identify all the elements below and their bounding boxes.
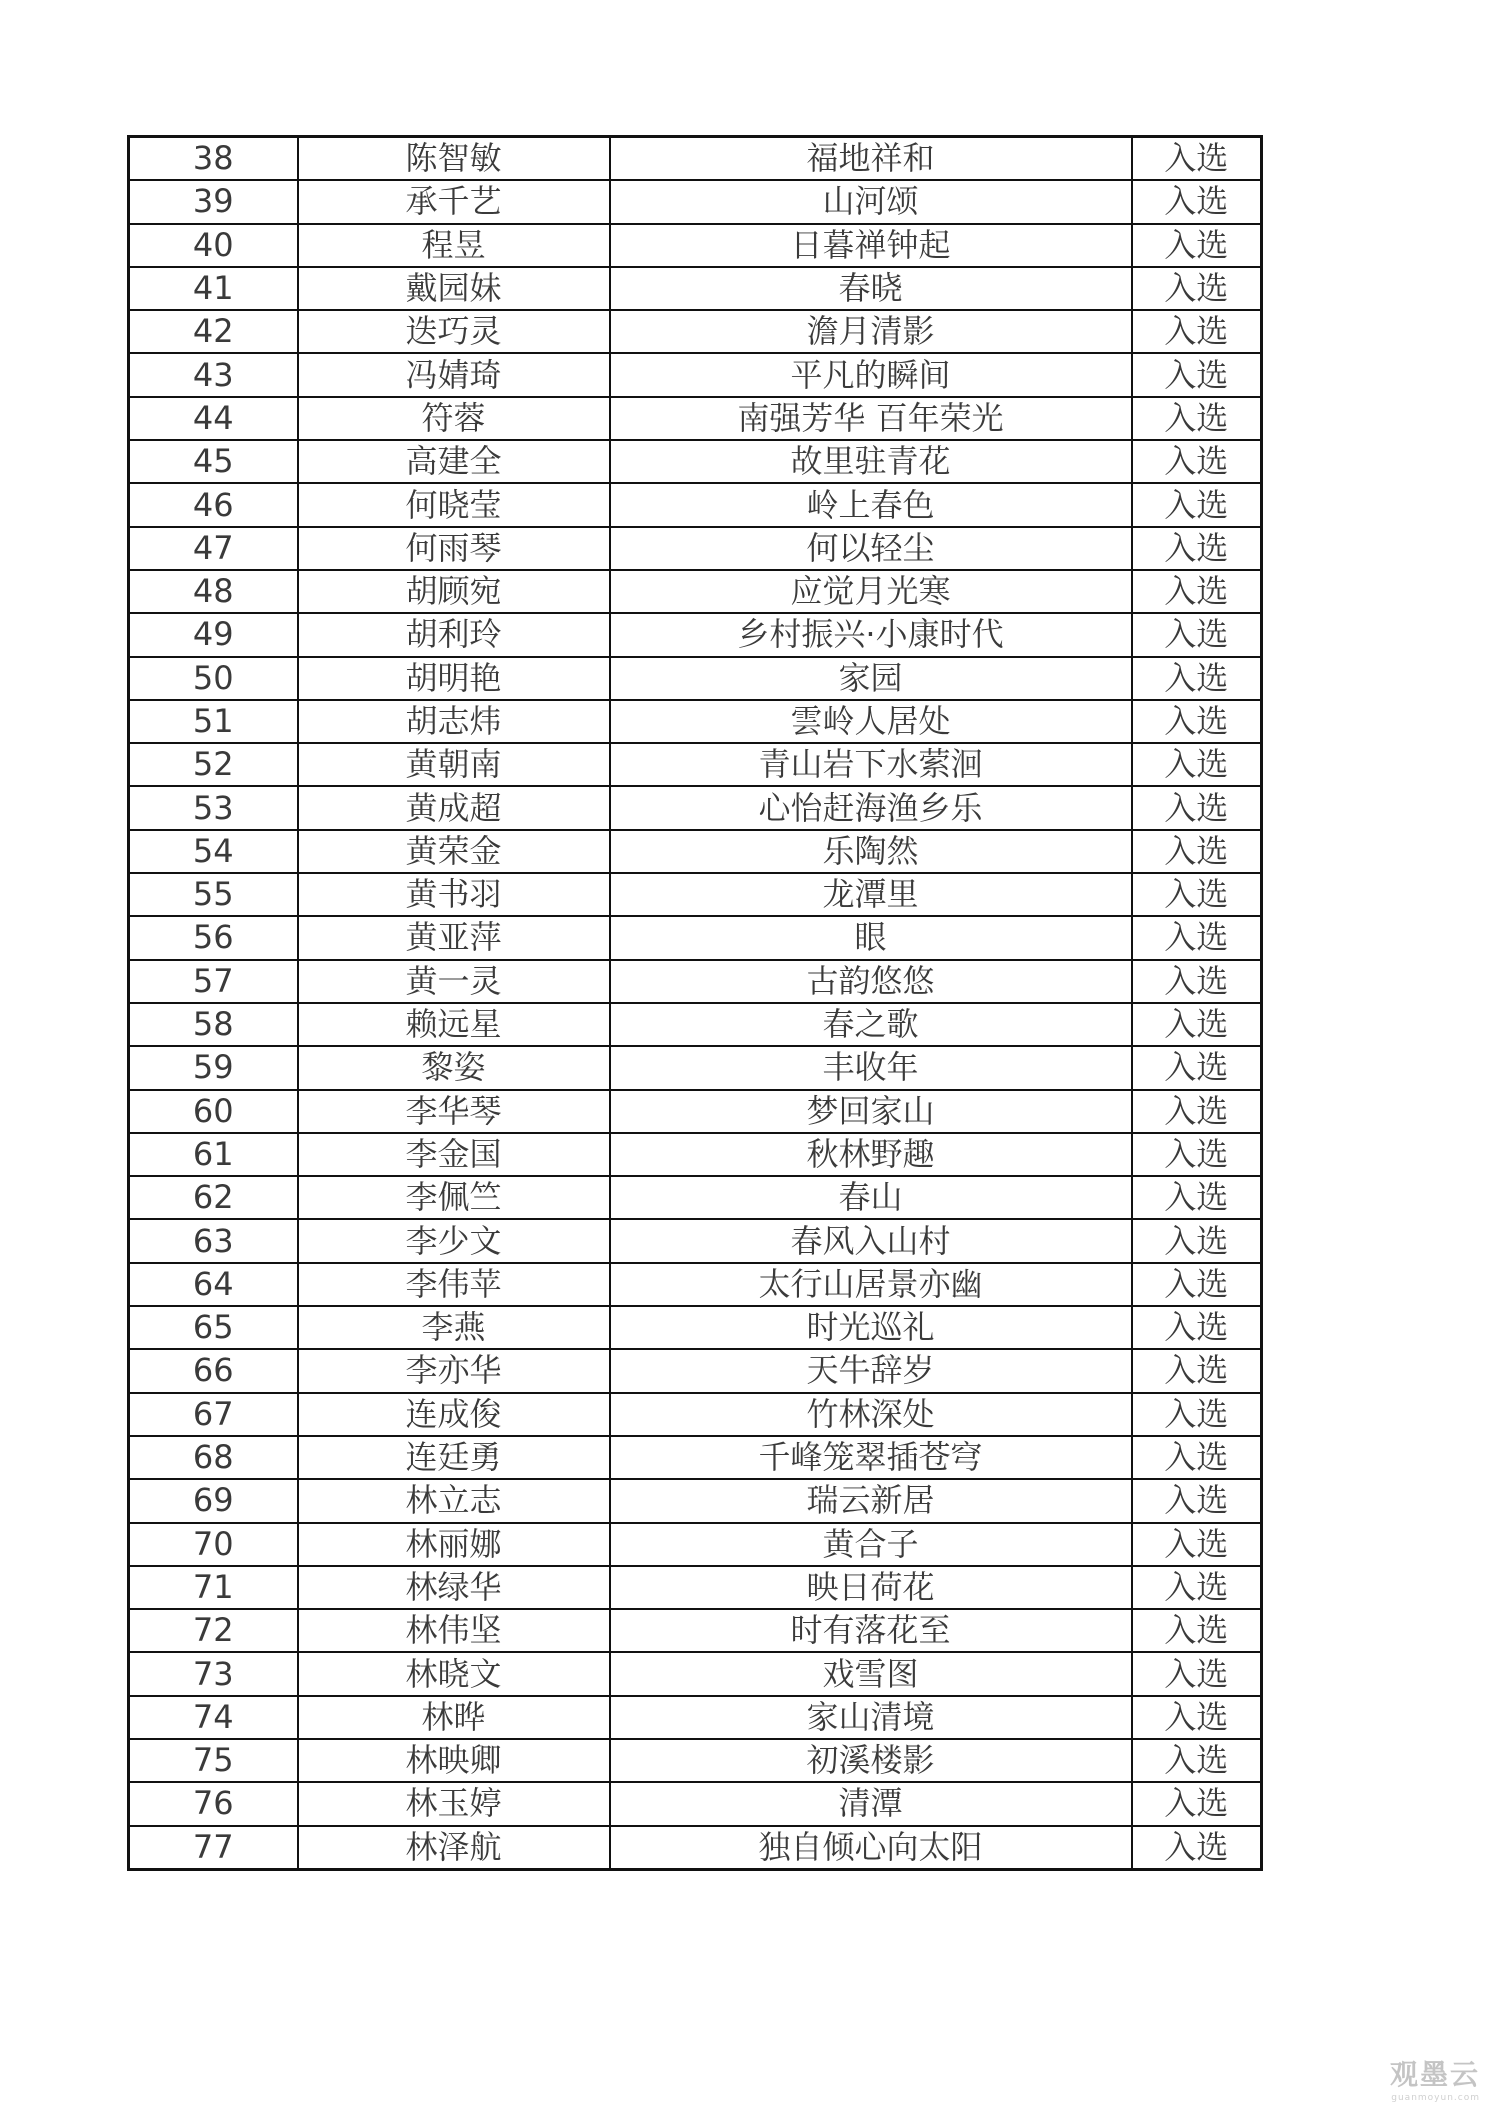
- table-row: [129, 1176, 1262, 1219]
- author-name-cell: 承千艺: [298, 180, 610, 223]
- table-row: [129, 1219, 1262, 1262]
- work-title-cell: 澹月清影: [610, 310, 1132, 353]
- entry-number-cell: 50: [129, 657, 298, 700]
- table-row: [129, 1436, 1262, 1479]
- author-name-cell: 林晔: [298, 1696, 610, 1739]
- author-name-cell: 胡顾宛: [298, 570, 610, 613]
- table-row: [129, 1566, 1262, 1609]
- selection-status-cell: 入选: [1132, 613, 1262, 656]
- author-name-cell: 何雨琴: [298, 527, 610, 570]
- table-row: [129, 483, 1262, 526]
- entry-number-cell: 45: [129, 440, 298, 483]
- selection-status-cell: 入选: [1132, 916, 1262, 959]
- selection-status-cell: 入选: [1132, 137, 1262, 181]
- selection-status-cell: 入选: [1132, 353, 1262, 396]
- watermark-subtext: guanmoyun.com: [1391, 2093, 1480, 2103]
- entry-number-cell: 51: [129, 700, 298, 743]
- author-name-cell: 李伟苹: [298, 1263, 610, 1306]
- work-title-cell: 平凡的瞬间: [610, 353, 1132, 396]
- work-title-cell: 竹林深处: [610, 1393, 1132, 1436]
- author-name-cell: 黄书羽: [298, 873, 610, 916]
- author-name-cell: 戴园妹: [298, 267, 610, 310]
- work-title-cell: 太行山居景亦幽: [610, 1263, 1132, 1306]
- entry-number-cell: 54: [129, 830, 298, 873]
- table-row: [129, 1349, 1262, 1392]
- entry-number-cell: 58: [129, 1003, 298, 1046]
- author-name-cell: 林伟坚: [298, 1609, 610, 1652]
- author-name-cell: 冯婧琦: [298, 353, 610, 396]
- selection-status-cell: 入选: [1132, 1219, 1262, 1262]
- selection-status-cell: 入选: [1132, 440, 1262, 483]
- entry-number-cell: 66: [129, 1349, 298, 1392]
- work-title-cell: 龙潭里: [610, 873, 1132, 916]
- table-row: [129, 527, 1262, 570]
- selection-status-cell: 入选: [1132, 1782, 1262, 1825]
- work-title-cell: 戏雪图: [610, 1652, 1132, 1695]
- entry-number-cell: 64: [129, 1263, 298, 1306]
- entry-number-cell: 65: [129, 1306, 298, 1349]
- work-title-cell: 秋林野趣: [610, 1133, 1132, 1176]
- entry-number-cell: 39: [129, 180, 298, 223]
- table-row: [129, 353, 1262, 396]
- work-title-cell: 梦回家山: [610, 1090, 1132, 1133]
- table-row: [129, 137, 1262, 181]
- selection-status-cell: 入选: [1132, 267, 1262, 310]
- work-title-cell: 故里驻青花: [610, 440, 1132, 483]
- selection-status-cell: 入选: [1132, 1523, 1262, 1566]
- table-row: [129, 1479, 1262, 1522]
- work-title-cell: 清潭: [610, 1782, 1132, 1825]
- author-name-cell: 李燕: [298, 1306, 610, 1349]
- entry-number-cell: 68: [129, 1436, 298, 1479]
- entry-number-cell: 77: [129, 1826, 298, 1870]
- work-title-cell: 春风入山村: [610, 1219, 1132, 1262]
- selection-status-cell: 入选: [1132, 1652, 1262, 1695]
- selection-status-cell: 入选: [1132, 1046, 1262, 1089]
- work-title-cell: 日暮禅钟起: [610, 224, 1132, 267]
- author-name-cell: 黄一灵: [298, 960, 610, 1003]
- selection-status-cell: 入选: [1132, 397, 1262, 440]
- work-title-cell: 时有落花至: [610, 1609, 1132, 1652]
- table-row: [129, 1306, 1262, 1349]
- entry-number-cell: 63: [129, 1219, 298, 1262]
- entry-number-cell: 40: [129, 224, 298, 267]
- author-name-cell: 林晓文: [298, 1652, 610, 1695]
- work-title-cell: 应觉月光寒: [610, 570, 1132, 613]
- author-name-cell: 林立志: [298, 1479, 610, 1522]
- work-title-cell: 心怡赶海渔乡乐: [610, 786, 1132, 829]
- table-row: [129, 440, 1262, 483]
- work-title-cell: 家山清境: [610, 1696, 1132, 1739]
- selection-status-cell: 入选: [1132, 873, 1262, 916]
- table-row: [129, 180, 1262, 223]
- table-row: [129, 1696, 1262, 1739]
- work-title-cell: 瑞云新居: [610, 1479, 1132, 1522]
- entry-number-cell: 75: [129, 1739, 298, 1782]
- table-row: [129, 1826, 1262, 1870]
- author-name-cell: 胡利玲: [298, 613, 610, 656]
- entry-number-cell: 43: [129, 353, 298, 396]
- entry-number-cell: 52: [129, 743, 298, 786]
- table-row: [129, 1090, 1262, 1133]
- entry-number-cell: 57: [129, 960, 298, 1003]
- selection-status-cell: 入选: [1132, 1133, 1262, 1176]
- work-title-cell: 春之歌: [610, 1003, 1132, 1046]
- table-row: [129, 1652, 1262, 1695]
- work-title-cell: 岭上春色: [610, 483, 1132, 526]
- work-title-cell: 丰收年: [610, 1046, 1132, 1089]
- selection-status-cell: 入选: [1132, 483, 1262, 526]
- selection-status-cell: 入选: [1132, 1090, 1262, 1133]
- entry-number-cell: 70: [129, 1523, 298, 1566]
- entry-number-cell: 59: [129, 1046, 298, 1089]
- selection-status-cell: 入选: [1132, 1826, 1262, 1870]
- selection-status-cell: 入选: [1132, 960, 1262, 1003]
- selection-status-cell: 入选: [1132, 1349, 1262, 1392]
- table-row: [129, 570, 1262, 613]
- author-name-cell: 连成俊: [298, 1393, 610, 1436]
- entry-number-cell: 46: [129, 483, 298, 526]
- work-title-cell: 南强芳华 百年荣光: [610, 397, 1132, 440]
- selection-status-cell: 入选: [1132, 180, 1262, 223]
- work-title-cell: 乡村振兴·小康时代: [610, 613, 1132, 656]
- table-row: [129, 657, 1262, 700]
- work-title-cell: 青山岩下水萦洄: [610, 743, 1132, 786]
- entry-number-cell: 49: [129, 613, 298, 656]
- entry-number-cell: 44: [129, 397, 298, 440]
- table-row: [129, 397, 1262, 440]
- entry-number-cell: 73: [129, 1652, 298, 1695]
- entry-number-cell: 55: [129, 873, 298, 916]
- selection-status-cell: 入选: [1132, 1609, 1262, 1652]
- table-row: [129, 1046, 1262, 1089]
- selection-status-cell: 入选: [1132, 1739, 1262, 1782]
- author-name-cell: 胡志炜: [298, 700, 610, 743]
- author-name-cell: 高建全: [298, 440, 610, 483]
- work-title-cell: 眼: [610, 916, 1132, 959]
- author-name-cell: 黄亚萍: [298, 916, 610, 959]
- selection-status-cell: 入选: [1132, 1003, 1262, 1046]
- selection-status-cell: 入选: [1132, 1306, 1262, 1349]
- author-name-cell: 李佩竺: [298, 1176, 610, 1219]
- author-name-cell: 赖远星: [298, 1003, 610, 1046]
- entry-number-cell: 47: [129, 527, 298, 570]
- work-title-cell: 山河颂: [610, 180, 1132, 223]
- author-name-cell: 林泽航: [298, 1826, 610, 1870]
- entry-number-cell: 60: [129, 1090, 298, 1133]
- selection-status-cell: 入选: [1132, 786, 1262, 829]
- selection-status-cell: 入选: [1132, 1479, 1262, 1522]
- author-name-cell: 李亦华: [298, 1349, 610, 1392]
- selection-status-cell: 入选: [1132, 1696, 1262, 1739]
- watermark-logo: [1390, 2053, 1480, 2103]
- entry-number-cell: 38: [129, 137, 298, 181]
- entry-number-cell: 48: [129, 570, 298, 613]
- entry-number-cell: 41: [129, 267, 298, 310]
- table-row: [129, 1133, 1262, 1176]
- table-row: [129, 613, 1262, 656]
- author-name-cell: 李华琴: [298, 1090, 610, 1133]
- table-row: [129, 786, 1262, 829]
- work-title-cell: 时光巡礼: [610, 1306, 1132, 1349]
- author-name-cell: 林绿华: [298, 1566, 610, 1609]
- selection-status-cell: 入选: [1132, 1436, 1262, 1479]
- selection-status-cell: 入选: [1132, 310, 1262, 353]
- author-name-cell: 李少文: [298, 1219, 610, 1262]
- table-row: [129, 960, 1262, 1003]
- work-title-cell: 何以轻尘: [610, 527, 1132, 570]
- work-title-cell: 千峰笼翠插苍穹: [610, 1436, 1132, 1479]
- work-title-cell: 福地祥和: [610, 137, 1132, 181]
- work-title-cell: 独自倾心向太阳: [610, 1826, 1132, 1870]
- work-title-cell: 春晓: [610, 267, 1132, 310]
- table-row: [129, 830, 1262, 873]
- work-title-cell: 天牛辞岁: [610, 1349, 1132, 1392]
- author-name-cell: 李金国: [298, 1133, 610, 1176]
- table-row: [129, 1739, 1262, 1782]
- entry-number-cell: 72: [129, 1609, 298, 1652]
- table-row: [129, 700, 1262, 743]
- selection-status-cell: 入选: [1132, 570, 1262, 613]
- entry-number-cell: 56: [129, 916, 298, 959]
- table-row: [129, 916, 1262, 959]
- author-name-cell: 黄荣金: [298, 830, 610, 873]
- author-name-cell: 林映卿: [298, 1739, 610, 1782]
- watermark-text: 观墨云: [1389, 2058, 1480, 2091]
- work-title-cell: 春山: [610, 1176, 1132, 1219]
- table-row: [129, 1263, 1262, 1306]
- work-title-cell: 初溪楼影: [610, 1739, 1132, 1782]
- table-row: [129, 267, 1262, 310]
- table-row: [129, 1782, 1262, 1825]
- selection-status-cell: 入选: [1132, 700, 1262, 743]
- entry-number-cell: 71: [129, 1566, 298, 1609]
- author-name-cell: 黄朝南: [298, 743, 610, 786]
- author-name-cell: 连廷勇: [298, 1436, 610, 1479]
- author-name-cell: 林玉婷: [298, 1782, 610, 1825]
- entry-number-cell: 69: [129, 1479, 298, 1522]
- selection-status-cell: 入选: [1132, 1566, 1262, 1609]
- author-name-cell: 林丽娜: [298, 1523, 610, 1566]
- author-name-cell: 何晓莹: [298, 483, 610, 526]
- entry-number-cell: 76: [129, 1782, 298, 1825]
- selection-status-cell: 入选: [1132, 224, 1262, 267]
- table-row: [129, 224, 1262, 267]
- table-row: [129, 310, 1262, 353]
- work-title-cell: 家园: [610, 657, 1132, 700]
- work-title-cell: 古韵悠悠: [610, 960, 1132, 1003]
- selection-status-cell: 入选: [1132, 1176, 1262, 1219]
- author-name-cell: 陈智敏: [298, 137, 610, 181]
- author-name-cell: 胡明艳: [298, 657, 610, 700]
- work-title-cell: 乐陶然: [610, 830, 1132, 873]
- entry-number-cell: 62: [129, 1176, 298, 1219]
- author-name-cell: 黄成超: [298, 786, 610, 829]
- author-name-cell: 黎姿: [298, 1046, 610, 1089]
- entry-number-cell: 67: [129, 1393, 298, 1436]
- selection-status-cell: 入选: [1132, 527, 1262, 570]
- table-row: [129, 1523, 1262, 1566]
- selection-status-cell: 入选: [1132, 1263, 1262, 1306]
- entry-number-cell: 61: [129, 1133, 298, 1176]
- entry-number-cell: 74: [129, 1696, 298, 1739]
- selection-status-cell: 入选: [1132, 830, 1262, 873]
- entry-number-cell: 53: [129, 786, 298, 829]
- results-table-body: [129, 137, 1262, 1870]
- selection-status-cell: 入选: [1132, 1393, 1262, 1436]
- work-title-cell: 映日荷花: [610, 1566, 1132, 1609]
- work-title-cell: 雲岭人居处: [610, 700, 1132, 743]
- table-row: [129, 1609, 1262, 1652]
- table-row: [129, 1003, 1262, 1046]
- entry-number-cell: 42: [129, 310, 298, 353]
- selection-status-cell: 入选: [1132, 657, 1262, 700]
- author-name-cell: 符蓉: [298, 397, 610, 440]
- table-row: [129, 873, 1262, 916]
- table-row: [129, 743, 1262, 786]
- author-name-cell: 程昱: [298, 224, 610, 267]
- selection-status-cell: 入选: [1132, 743, 1262, 786]
- selection-results-table: [127, 135, 1263, 1871]
- author-name-cell: 迭巧灵: [298, 310, 610, 353]
- work-title-cell: 黄合子: [610, 1523, 1132, 1566]
- table-row: [129, 1393, 1262, 1436]
